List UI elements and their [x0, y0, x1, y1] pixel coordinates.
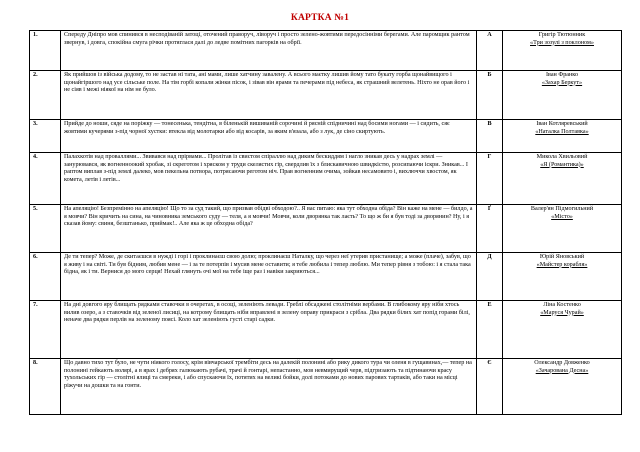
author-name: Іван Франко [545, 72, 579, 78]
table-row [30, 301, 622, 359]
author-name: Ліна Костенко [543, 302, 581, 308]
table-row [30, 153, 622, 205]
text-fragment: На дні довгого яру блищать рядками ставочки в очеретах, в осоці, зеленіють левади. Греблі обсаджені столітніми вербами. В глибокому яру ніби хтось вилив озеро, а з ставочків від зеленої лисиці, на котрому блищать ніби вправлені в зелену оправу прикраси з срібла. Два рядки білих хат попід горами білі, неначе два рядки перлів на зеленому поясі. Коло хат зеленіють густі старі садки. [61, 301, 477, 359]
work-title: «Майстер корабля» [536, 261, 588, 268]
work-title: «Місто» [551, 213, 573, 220]
answer-letter: А [477, 31, 503, 71]
author-name: Юрій Яновський [539, 254, 585, 260]
work-title: «Наталка Полтавка» [535, 128, 589, 135]
answer-letter: Б [477, 71, 503, 120]
text-fragment: На апеляцію! Безпремінно на апеляцію! Що то за суд такий, що призвав обідві обходою?.. Я вас питаю: яка тут обходна обіда? Він каже на мене — билдо, а я мовчи? Він кричить на сина, на чиновника земського суду — теля, а я мовчи! Мовчи, коли дворянка так лаєть? То що ж би я був тоді за дворянин? Ну, і я сказав йому: свиня, безштанько, приймак!.. Але яка ж це обходна обіда? [61, 205, 477, 253]
row-number: 5. [30, 205, 61, 253]
work-title: «Захар Беркут» [541, 79, 583, 86]
table-row [30, 71, 622, 120]
table-row [30, 359, 622, 415]
row-number: 7. [30, 301, 61, 359]
author-cell [503, 153, 622, 205]
table-row [30, 120, 622, 153]
row-number: 4. [30, 153, 61, 205]
table-row [30, 31, 622, 71]
text-fragment: Де ти тепер? Може, де скитаєшся в нужді і горі і проклинаєш свою долю; проклинаєш Наталку, що через неї утерив пристанище; а може (плаче), забув, що я живу і на світі. Ти був бідним, любив мене — і за те потерпів і мусив мене оставити; я тебе любила і тепер люблю. Ми тепер рівня з тобою: і я стала така бідна, як і ти. Вернися до мого серця! Нехай глянуть очі мої на тебе іще раз і навіки закриються... [61, 253, 477, 301]
work-title: «Я (Романтика)» [540, 161, 584, 168]
author-cell [503, 205, 622, 253]
answer-letter: Є [477, 359, 503, 415]
work-title: «Зачарована Десна» [535, 367, 589, 374]
text-fragment: Як прийшов із війська додому, то не застав ні тата, ані мами, лише хатчину завалену. А всього маєтку лишив йому тато букату горба щонайвищого і щонайгіршого над усе сільське поле. На тім горбі копали жінки пісок, і зівав він ярами та печерами під небеса, як страшний велетень. Ніхто не орав його і не сіяв і межі ніякої на нім не було. [61, 71, 477, 120]
author-cell [503, 31, 622, 71]
row-number: 6. [30, 253, 61, 301]
matching-table [29, 30, 622, 415]
card-title: КАРТКА №1 [290, 13, 350, 23]
author-cell [503, 120, 622, 153]
answer-letter: Ґ [477, 205, 503, 253]
author-cell [503, 359, 622, 415]
row-number: 8. [30, 359, 61, 415]
row-number: 3. [30, 120, 61, 153]
row-number: 2. [30, 71, 61, 120]
author-name: Микола Хвильовий [536, 154, 588, 160]
author-name: Григір Тютюнник [538, 32, 586, 38]
author-name: Іван Котляревський [536, 121, 588, 127]
author-name: Олександр Довженко [534, 360, 590, 366]
answer-letter: Е [477, 301, 503, 359]
row-number: 1. [30, 31, 61, 71]
text-fragment: Що давно тихо тут було, не чути ніякого голосу, крім вівчарської трембіти десь на далекій полонині або рику дикого тура чи оленя в гущавинах,— тепер на полонині гейкають волярі, а в ярах і дебрях галюкають рубачі, трачі й гонтарі, непастанно, мов невмирущий черв, підгризають та підтинаючи красу тухольських гір — столітні ялиці та смереки, і або спускаючи їх, потятих на великі бойки, долі потоками до нових парових тартаків, або таки на місці ріжучи на дошки та на гонти. [61, 359, 477, 415]
work-title: «Маруся Чурай» [540, 309, 584, 316]
author-cell [503, 253, 622, 301]
work-title: «Три зозулі з поклоном» [530, 39, 594, 46]
text-fragment: Спереду Дніпро мов спинився в несподіваній затоці, оточений праворуч, ліворуч і просто зелено-жовтими передосінніми берегами. Але паромщик рантом звернув, і довга, спокійна смуга річки протяглася далі до ледве помітних пагорків на обрії. [61, 31, 477, 71]
answer-letter: Г [477, 153, 503, 205]
table-row [30, 205, 622, 253]
answer-letter: В [477, 120, 503, 153]
author-cell [503, 301, 622, 359]
table-row [30, 253, 622, 301]
text-fragment: Прийде до ноши, сяде на поріжку — тонесенька, тендітна, в біленькій вишиваній сорочині й рясній спідничині над босими ногами — і сидить, сяє жовтими кучерями з-під чорної хустки: втекла від молотарки або від косарів, за яким в'язала, або з лук, де сіно скиртують. [61, 120, 477, 153]
author-cell [503, 71, 622, 120]
author-name: Валер'ян Підмогильний [530, 206, 594, 212]
answer-letter: Д [477, 253, 503, 301]
text-fragment: Палахкотів над проваллями... Звивався над прірвами... Пролітав із свистом спіраллю над диким бескиддям і нагло зникав десь у надрах землі — занурювався, як вогненноокий хробак, зі скреготом і хряском у труди скелястих гір, свердлив їх з блискавичною швидкістю, розсипаючи іскри. Зникав... І раптом виплав з-під землі далеко, мов пекельна потвора, потрясаючи реготом ніч. Прав вогненним очима, зойкав несамовито і, вихлюччи хвостом, як комета, летів і летів... [61, 153, 477, 205]
